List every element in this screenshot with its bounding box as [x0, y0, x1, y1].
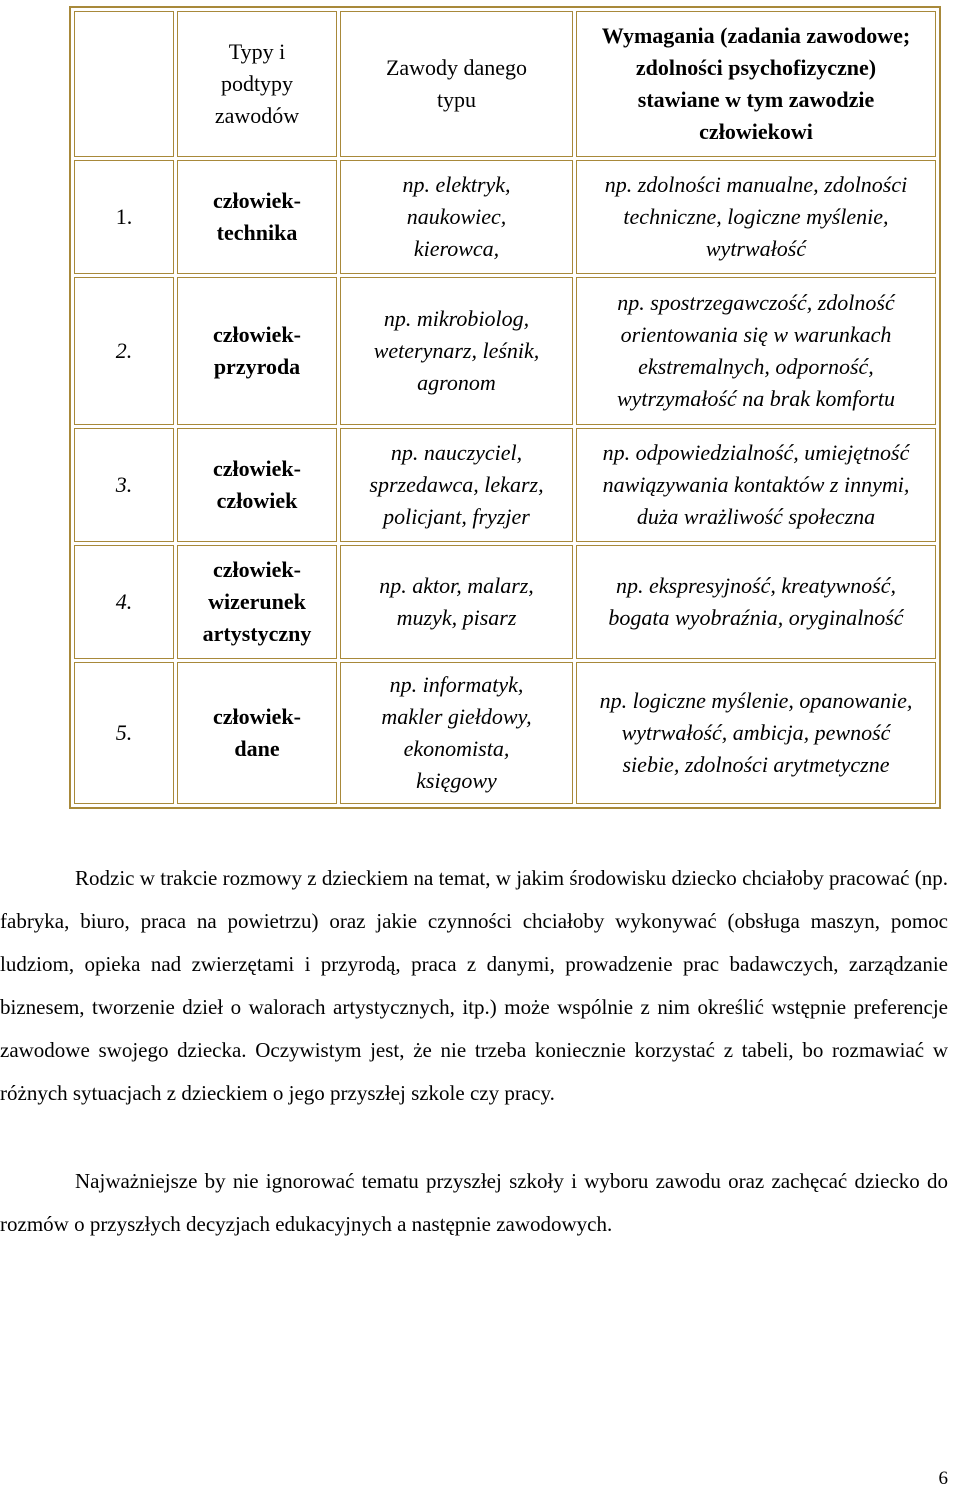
table-row [74, 662, 936, 804]
row-number: 3. [74, 428, 174, 542]
row-requirements: np. logiczne myślenie, opanowanie, wytrwałość, ambicja, pewność siebie, zdolności arytmetyczne [576, 662, 936, 804]
row-type: człowiek- człowiek [177, 428, 337, 542]
row-jobs: np. nauczyciel, sprzedawca, lekarz, policjant, fryzjer [340, 428, 573, 542]
row-requirements: np. zdolności manualne, zdolności techniczne, logiczne myślenie, wytrwałość [576, 160, 936, 274]
row-number: 5. [74, 662, 174, 804]
career-types-table [69, 6, 941, 809]
table-row [74, 277, 936, 425]
row-requirements: np. odpowiedzialność, umiejętność nawiązywania kontaktów z innymi, duża wrażliwość społeczna [576, 428, 936, 542]
page-number: 6 [938, 1468, 948, 1489]
row-type: człowiek- dane [177, 662, 337, 804]
row-jobs: np. elektryk, naukowiec, kierowca, [340, 160, 573, 274]
body-paragraph-1: Rodzic w trakcie rozmowy z dzieckiem na temat, w jakim środowisku dziecko chciałoby pracować (np. fabryka, biuro, praca na powietrzu) oraz jakie czynności chciałoby wykonywać (obsługa maszyn, pomoc ludziom, opieka nad zwierzętami i przyrodą, praca z danymi, prowadzenie prac badawczych, zarządzanie biznesem, tworzenie dzieł o walorach artystycznych, itp.) może wspólnie z nim określić wstępnie preferencje zawodowe swojego dziecka. Oczywistym jest, że nie trzeba koniecznie korzystać z tabeli, bo rozmawiać w różnych sytuacjach z dzieckiem o jego przyszłej szkole czy pracy. [0, 866, 948, 1105]
row-number: 1. [74, 160, 174, 274]
header-number [74, 11, 174, 157]
row-type: człowiek- technika [177, 160, 337, 274]
row-type: człowiek- wizerunek artystyczny [177, 545, 337, 659]
row-type: człowiek- przyroda [177, 277, 337, 425]
table-header-row [74, 11, 936, 157]
row-requirements: np. spostrzegawczość, zdolność orientowania się w warunkach ekstremalnych, odporność, wytrzymałość na brak komfortu [576, 277, 936, 425]
table-row [74, 545, 936, 659]
body-paragraph-2: Najważniejsze by nie ignorować tematu przyszłej szkoły i wyboru zawodu oraz zachęcać dziecko do rozmów o przyszłych decyzjach edukacyjnych a następnie zawodowych. [0, 1169, 948, 1236]
header-jobs: Zawody danego typu [340, 11, 573, 157]
table-row [74, 160, 936, 274]
row-requirements: np. ekspresyjność, kreatywność, bogata wyobraźnia, oryginalność [576, 545, 936, 659]
header-types: Typy i podtypy zawodów [177, 11, 337, 157]
table-row [74, 428, 936, 542]
row-jobs: np. informatyk, makler giełdowy, ekonomista, księgowy [340, 662, 573, 804]
row-number: 2. [74, 277, 174, 425]
row-jobs: np. aktor, malarz, muzyk, pisarz [340, 545, 573, 659]
row-jobs: np. mikrobiolog, weterynarz, leśnik, agronom [340, 277, 573, 425]
row-number: 4. [74, 545, 174, 659]
header-requirements: Wymagania (zadania zawodowe; zdolności psychofizyczne) stawiane w tym zawodzie człowiekowi [576, 11, 936, 157]
